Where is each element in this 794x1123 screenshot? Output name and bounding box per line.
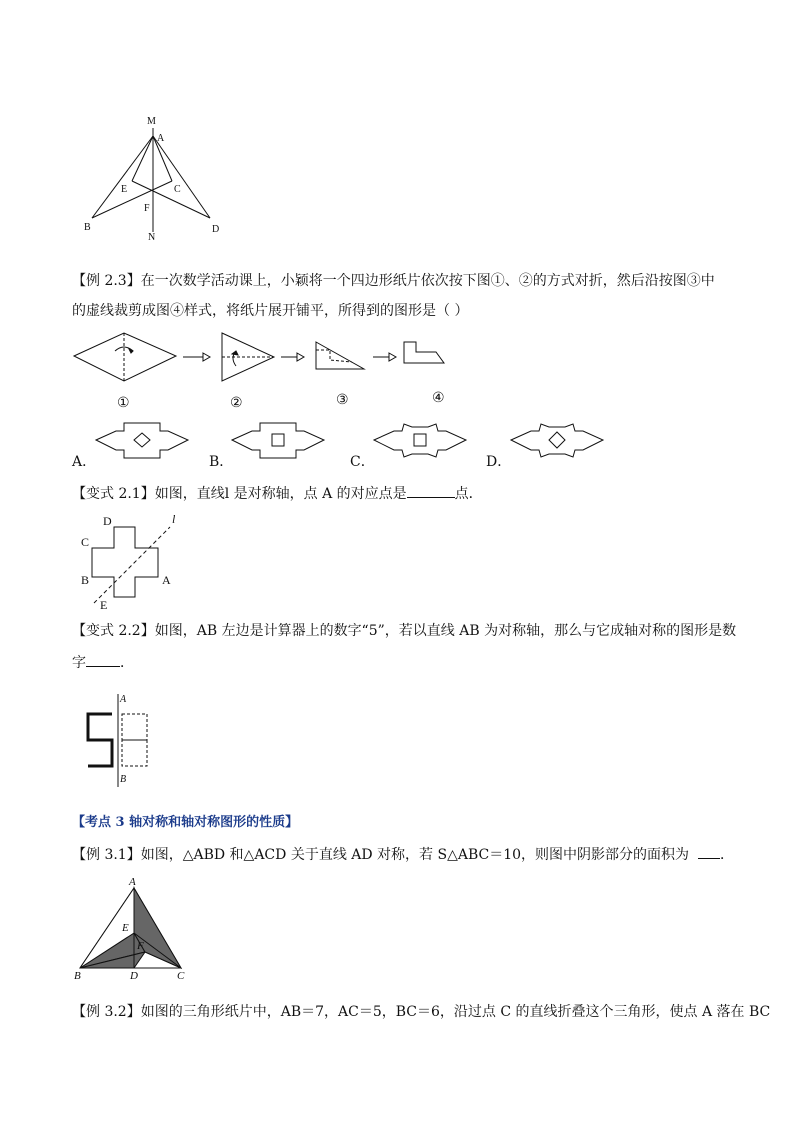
step-3-label: ③ <box>336 392 349 408</box>
label-c: C <box>177 970 185 982</box>
label-m: M <box>147 116 156 127</box>
label-a: A <box>120 694 127 705</box>
label-b: B <box>84 222 91 233</box>
step-2-label: ② <box>230 395 243 411</box>
variant-2-2-line1: 【变式 2.2】如图，AB 左边是计算器上的数字“5”，若以直线 AB 为对称轴，那么与它成轴对称的图形是数 <box>72 623 737 639</box>
label-n: N <box>148 232 156 243</box>
example-3-1-question: 【例 3.1】如图，△ABD 和△ACD 关于直线 AD 对称，若 S△ABC＝10，则图中阴影部分的面积为 <box>72 847 690 863</box>
example-3-2-line1: 【例 3.2】如图的三角形纸片中，AB＝7，AC＝5，BC＝6，沿过点 C 的直线折叠这个三角形，使点 A 落在 BC <box>72 1004 771 1020</box>
label-a: A <box>162 573 171 587</box>
example-3-1-suffix: ． <box>719 847 734 863</box>
label-d: D <box>103 514 112 528</box>
example-2-3-line1: 【例 2.3】在一次数学活动课上，小颖将一个四边形纸片依次按下图①、②的方式对折，然后沿按图③中 <box>72 273 715 289</box>
label-a: A <box>157 133 165 144</box>
label-b: B <box>81 573 90 587</box>
label-f: F <box>144 203 150 214</box>
label-a: A <box>129 876 136 888</box>
option-a: A． <box>72 454 97 470</box>
example-2-3-line2: 的虚线裁剪成图④样式，将纸片展开铺平，所得到的图形是（ ） <box>72 303 469 319</box>
label-d: D <box>212 224 220 235</box>
label-b: B <box>74 970 81 982</box>
label-e: E <box>121 184 128 195</box>
variant-2-2-word: 字 <box>72 655 86 671</box>
option-b: B． <box>209 454 234 470</box>
variant-2-2-suffix: ． <box>120 655 134 671</box>
label-c: C <box>81 535 90 549</box>
label-e: E <box>122 922 129 934</box>
step-4-label: ④ <box>432 390 445 406</box>
label-l: l <box>172 512 176 526</box>
option-d: D． <box>486 454 512 470</box>
label-c: C <box>174 184 181 195</box>
label-f: F <box>137 940 144 952</box>
variant-2-1-suffix: 点． <box>454 486 483 502</box>
option-c: C． <box>350 454 375 470</box>
section-heading: 【考点 3 轴对称和轴对称图形的性质】 <box>72 815 299 830</box>
variant-2-1-question: 【变式 2.1】如图，直线l 是对称轴，点 A 的对应点是 <box>72 486 407 502</box>
label-d: D <box>130 970 138 982</box>
step-1-label: ① <box>117 395 130 411</box>
label-e: E <box>100 598 108 612</box>
label-b: B <box>120 774 127 785</box>
